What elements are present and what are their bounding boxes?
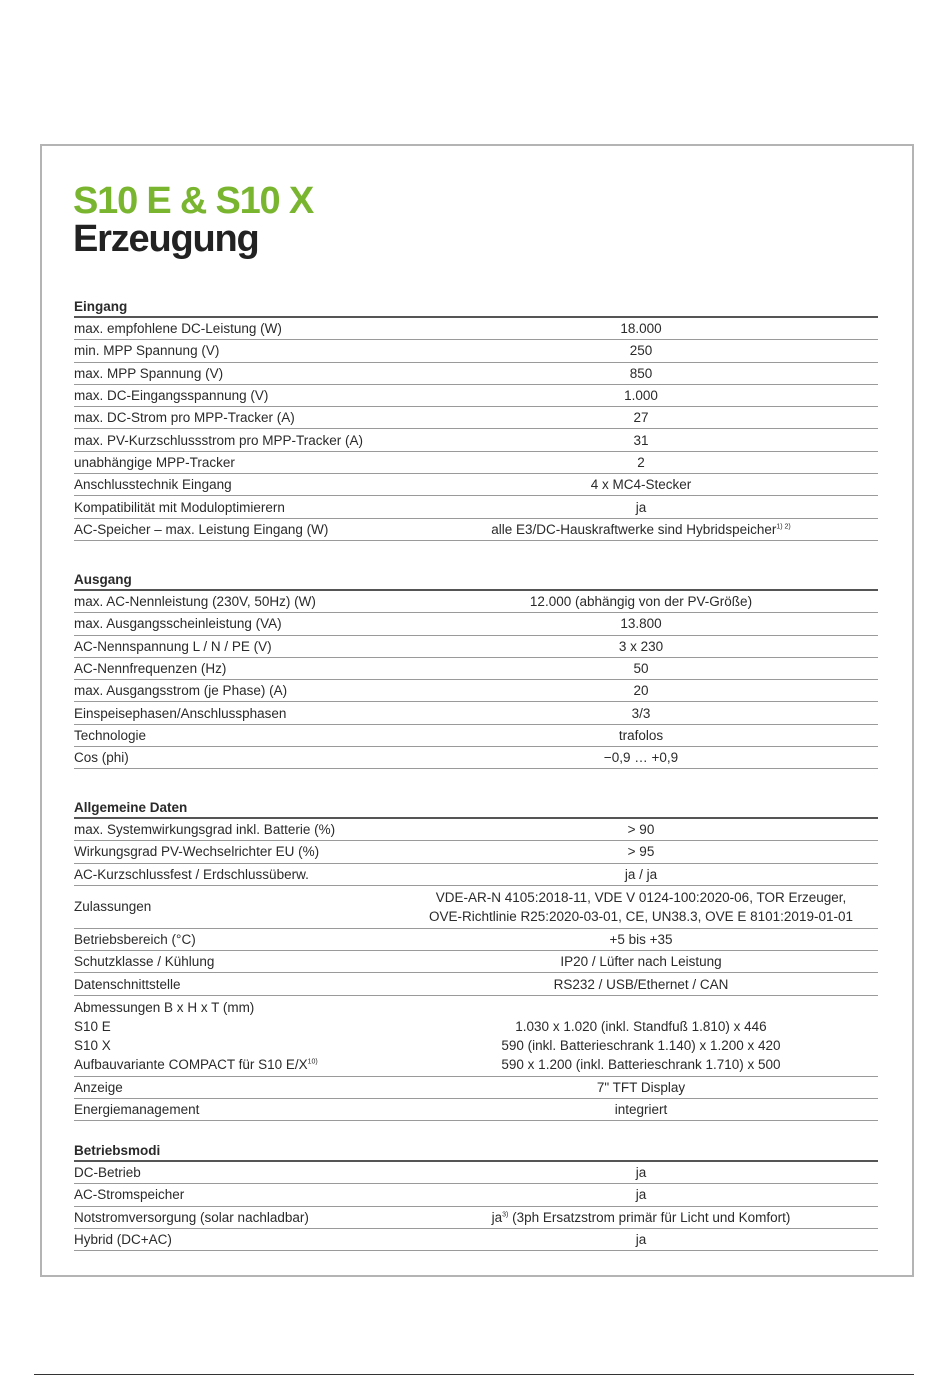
- spec-row: [74, 886, 878, 929]
- spec-value: [394, 976, 878, 993]
- spec-value: [394, 638, 878, 655]
- spec-value-line: VDE-AR-N 4105:2018-11, VDE V 0124-100:2020-06, TOR Erzeuger,: [435, 889, 847, 905]
- spec-label: max. DC-Strom pro MPP-Tracker (A): [74, 410, 295, 426]
- spec-row: [74, 819, 878, 841]
- spec-label: Cos (phi): [74, 750, 129, 766]
- spec-label: Wirkungsgrad PV-Wechselrichter EU (%): [74, 844, 320, 860]
- section-ausgang: [74, 571, 878, 769]
- spec-label-line: [74, 1055, 394, 1074]
- spec-value-text: +5 bis +35: [609, 932, 673, 948]
- spec-row: [74, 613, 878, 635]
- spec-label: AC-Stromspeicher: [74, 1187, 185, 1203]
- spec-value: [394, 476, 878, 493]
- spec-label: Datenschnittstelle: [74, 976, 181, 992]
- spec-value-text: ja / ja: [624, 866, 658, 882]
- spec-row: [74, 429, 878, 451]
- spec-label: AC-Nennspannung L / N / PE (V): [74, 638, 272, 654]
- spec-label-line: S10 E: [74, 1018, 111, 1034]
- spec-value: [394, 1231, 878, 1248]
- spec-value-text: 250: [629, 343, 653, 359]
- spec-row: [74, 407, 878, 429]
- spec-value-text: 50: [633, 661, 649, 677]
- spec-row: [74, 658, 878, 680]
- spec-value-line: OVE-Richtlinie R25:2020-03-01, CE, UN38.3, OVE E 8101:2019-01-01: [429, 908, 853, 924]
- spec-value: [394, 1101, 878, 1118]
- spec-row: [74, 680, 878, 702]
- spec-value-text: 2: [637, 454, 645, 470]
- spec-value-text: 3 x 230: [618, 638, 664, 654]
- spec-label: [74, 998, 394, 1074]
- spec-row: [74, 1184, 878, 1206]
- spec-value-text: 18.000: [620, 321, 662, 337]
- spec-value: [394, 320, 878, 337]
- spec-value-text: 31: [633, 432, 649, 448]
- spec-label: max. AC-Nennleistung (230V, 50Hz) (W): [74, 594, 316, 610]
- spec-row: [74, 996, 878, 1077]
- spec-label: Anschlusstechnik Eingang: [74, 477, 232, 493]
- spec-value: [394, 432, 878, 449]
- spec-value-text: > 95: [627, 844, 655, 860]
- spec-value: [394, 387, 878, 404]
- spec-label: max. Ausgangsstrom (je Phase) (A): [74, 683, 288, 699]
- section-title: Eingang: [74, 298, 878, 318]
- spec-row: [74, 973, 878, 995]
- spec-value: [394, 749, 878, 766]
- spec-value-text: ja: [635, 1165, 647, 1181]
- spec-value-text: −0,9 … +0,9: [603, 750, 679, 766]
- spec-label: Technologie: [74, 727, 147, 743]
- spec-value-text: integriert: [614, 1102, 668, 1118]
- spec-row: [74, 363, 878, 385]
- spec-label: max. Ausgangsscheinleistung (VA): [74, 616, 282, 632]
- spec-row: [74, 1207, 878, 1229]
- spec-label: Notstromversorgung (solar nachladbar): [74, 1209, 309, 1225]
- spec-value-text: ja: [635, 1187, 647, 1203]
- spec-value: [394, 866, 878, 883]
- spec-row: [74, 929, 878, 951]
- spec-value: [394, 953, 878, 970]
- spec-value: [394, 705, 878, 722]
- spec-label: Energiemanagement: [74, 1102, 200, 1118]
- section-betriebsmodi: [74, 1142, 878, 1251]
- spec-value: [394, 1186, 878, 1203]
- spec-value: [394, 682, 878, 699]
- spec-row: [74, 452, 878, 474]
- spec-label: DC-Betrieb: [74, 1165, 141, 1181]
- spec-value: [394, 660, 878, 677]
- section-title: Allgemeine Daten: [74, 799, 878, 819]
- spec-row: [74, 496, 878, 518]
- spec-value: [394, 1164, 878, 1181]
- spec-value: [394, 1079, 878, 1096]
- spec-value: [394, 409, 878, 426]
- section-title: Betriebsmodi: [74, 1142, 878, 1162]
- spec-label: AC-Kurzschlussfest / Erdschlussüberw.: [74, 866, 309, 882]
- spec-row: [74, 702, 878, 724]
- spec-row: [74, 318, 878, 340]
- spec-label: max. Systemwirkungsgrad inkl. Batterie (%): [74, 822, 336, 838]
- spec-row: [74, 951, 878, 973]
- spec-label: Betriebsbereich (°C): [74, 932, 196, 948]
- spec-row: [74, 725, 878, 747]
- spec-row: [74, 636, 878, 658]
- section-title: Ausgang: [74, 571, 878, 591]
- spec-label-text: Aufbauvariante COMPACT für S10 E/X: [74, 1056, 308, 1072]
- spec-row: [74, 474, 878, 496]
- spec-value: [394, 931, 878, 948]
- spec-label: Schutzklasse / Kühlung: [74, 954, 215, 970]
- spec-row: [74, 1099, 878, 1121]
- spec-value-prefix: ja: [491, 1209, 503, 1225]
- spec-row: [74, 591, 878, 613]
- footnote-ref: 10): [307, 1058, 318, 1066]
- spec-row: [74, 1229, 878, 1251]
- spec-value-text: 12.000 (abhängig von der PV-Größe): [529, 594, 753, 610]
- spec-row: [74, 1162, 878, 1184]
- spec-value: [394, 888, 878, 926]
- spec-value-text: 20: [633, 683, 649, 699]
- spec-value-text: trafolos: [618, 727, 664, 743]
- spec-value-text: RS232 / USB/Ethernet / CAN: [553, 976, 729, 992]
- spec-label: AC-Speicher – max. Leistung Eingang (W): [74, 521, 329, 537]
- spec-label-line: S10 X: [74, 1037, 111, 1053]
- spec-label: Hybrid (DC+AC): [74, 1232, 172, 1248]
- spec-value-text: 1.000: [624, 388, 658, 404]
- page-title-product: S10 E & S10 X: [73, 180, 313, 222]
- spec-value-text: 7" TFT Display: [596, 1079, 686, 1095]
- spec-label: Zulassungen: [74, 899, 152, 915]
- spec-value: [394, 593, 878, 610]
- spec-label: unabhängige MPP-Tracker: [74, 454, 235, 470]
- section-allgemeine-daten: [74, 799, 878, 1121]
- spec-value-text: ja: [635, 499, 647, 515]
- spec-value-text: alle E3/DC-Hauskraftwerke sind Hybridspeicher: [491, 521, 777, 537]
- spec-value: [394, 499, 878, 516]
- spec-value-text: 4 x MC4-Stecker: [590, 477, 692, 493]
- spec-label: AC-Nennfrequenzen (Hz): [74, 661, 227, 677]
- spec-row: [74, 1077, 878, 1099]
- spec-value-line: [404, 998, 878, 1017]
- spec-row: [74, 519, 878, 541]
- spec-value: [394, 365, 878, 382]
- spec-value: [394, 615, 878, 632]
- footnote-ref: 3): [502, 1211, 509, 1219]
- spec-label: Kompatibilität mit Moduloptimierern: [74, 499, 285, 515]
- spec-row: [74, 841, 878, 863]
- spec-value-text: 850: [629, 365, 653, 381]
- footnote-ref: 1) 2): [776, 523, 791, 531]
- spec-value: [394, 521, 878, 538]
- spec-value-text: 27: [633, 410, 649, 426]
- spec-row: [74, 385, 878, 407]
- spec-value-text: (3ph Ersatzstrom primär für Licht und Komfort): [508, 1209, 791, 1225]
- spec-value: [394, 998, 878, 1074]
- spec-label: max. MPP Spannung (V): [74, 365, 224, 381]
- spec-value-line: 590 x 1.200 (inkl. Batterieschrank 1.710) x 500: [501, 1056, 781, 1072]
- spec-value-line: 1.030 x 1.020 (inkl. Standfuß 1.810) x 446: [515, 1018, 767, 1034]
- page-title-category: Erzeugung: [73, 218, 259, 260]
- spec-value-text: > 90: [627, 822, 655, 838]
- spec-label: max. DC-Eingangsspannung (V): [74, 388, 269, 404]
- spec-value: [394, 454, 878, 471]
- footer-rule: [34, 1374, 914, 1375]
- spec-label: Anzeige: [74, 1079, 123, 1095]
- spec-value-text: 13.800: [620, 616, 662, 632]
- spec-value: [394, 821, 878, 838]
- spec-label: max. empfohlene DC-Leistung (W): [74, 321, 282, 337]
- spec-row: [74, 747, 878, 769]
- spec-value-text: ja: [635, 1232, 647, 1248]
- spec-label-line: Abmessungen B x H x T (mm): [74, 999, 255, 1015]
- spec-value-text: 3/3: [631, 705, 651, 721]
- spec-value: [394, 727, 878, 744]
- spec-value: [394, 843, 878, 860]
- spec-row: [74, 340, 878, 362]
- spec-value-line: 590 (inkl. Batterieschrank 1.140) x 1.200 x 420: [501, 1037, 781, 1053]
- spec-label: Einspeisephasen/Anschlussphasen: [74, 705, 287, 721]
- spec-label: min. MPP Spannung (V): [74, 343, 220, 359]
- section-eingang: [74, 298, 878, 541]
- spec-value: [394, 1209, 878, 1226]
- spec-row: [74, 864, 878, 886]
- spec-label: max. PV-Kurzschlussstrom pro MPP-Tracker (A): [74, 432, 364, 448]
- spec-value: [394, 342, 878, 359]
- spec-value-text: IP20 / Lüfter nach Leistung: [560, 954, 722, 970]
